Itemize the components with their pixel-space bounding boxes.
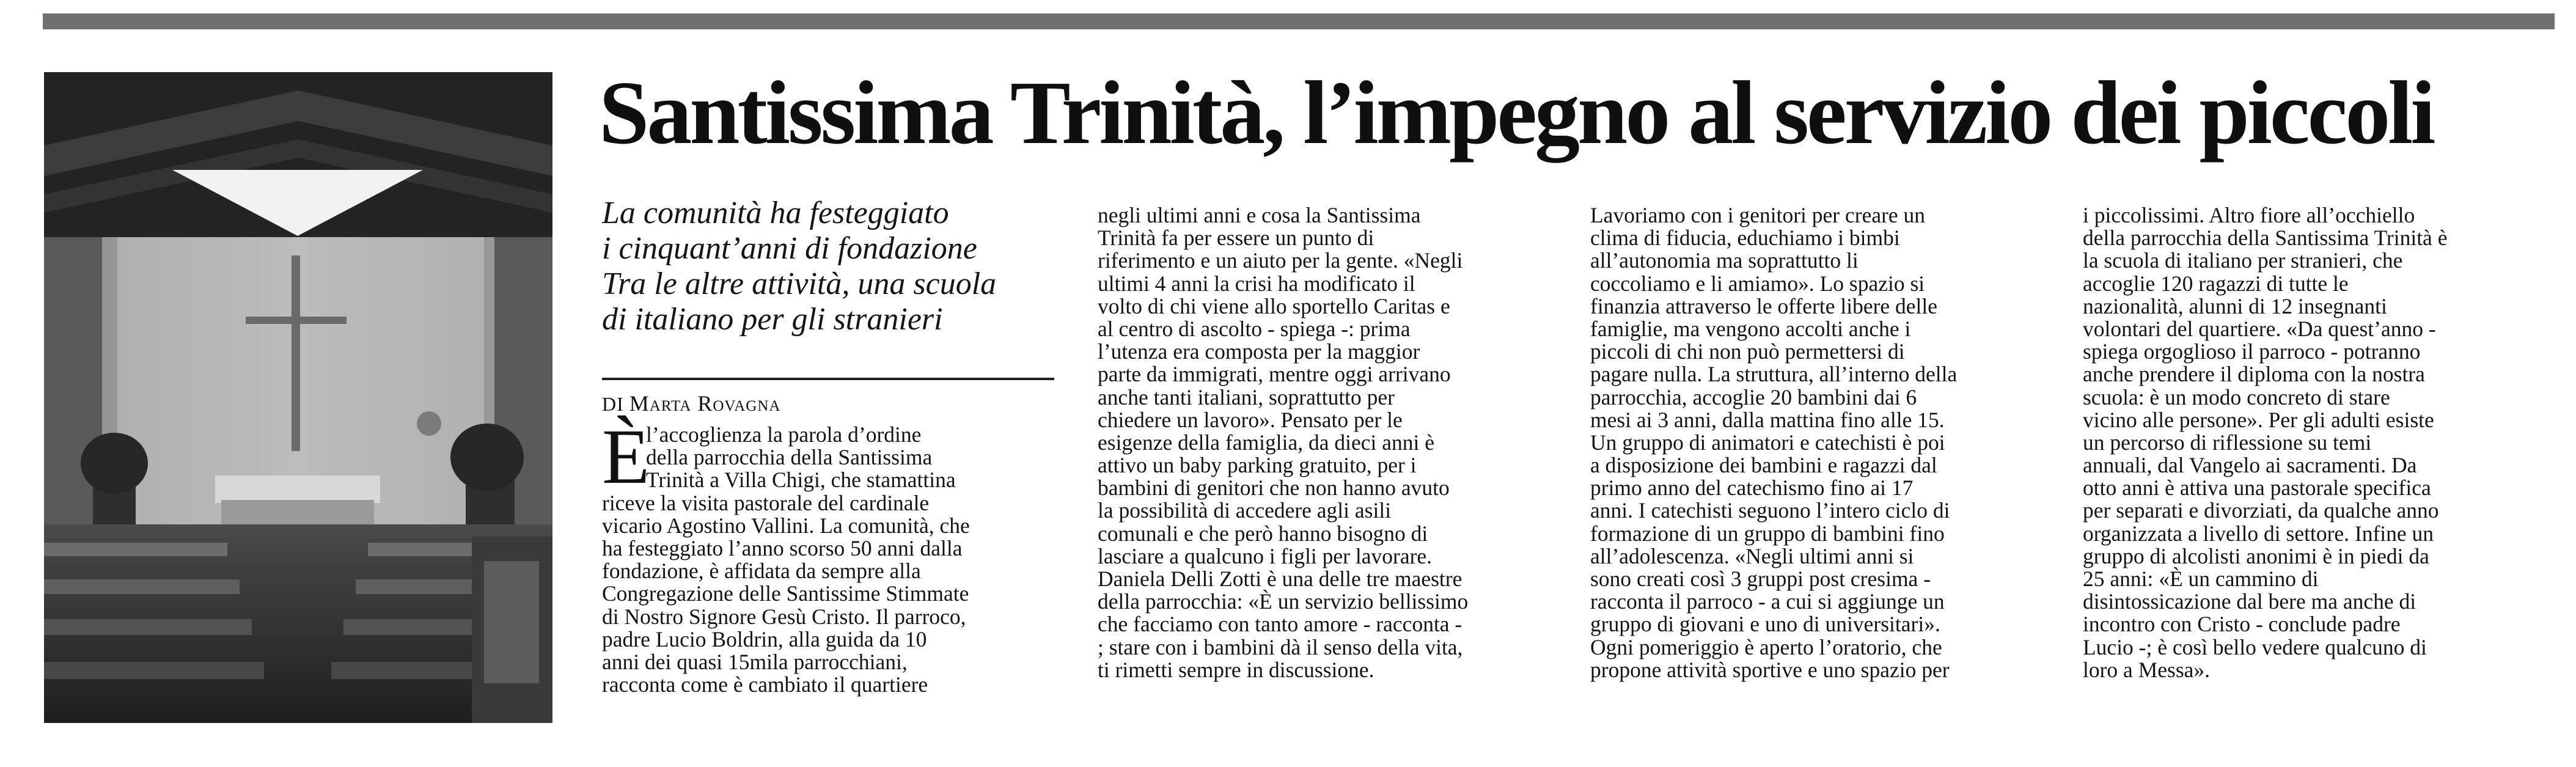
byline-prefix: DI xyxy=(602,393,624,415)
byline-author: Marta Rovagna xyxy=(629,391,781,416)
text-line: anche tanti italiani, soprattutto per xyxy=(1098,384,1395,409)
text-line: propone attività sportive e uno spazio per xyxy=(1590,657,1950,682)
text-line: coccoliamo e li amiamo». Lo spazio si xyxy=(1590,271,1925,296)
text-line: accoglie 120 ragazzi di tutte le xyxy=(2083,271,2349,296)
text-line: Congregazione delle Santissime Stimmate xyxy=(602,581,969,606)
article-column-4 xyxy=(2083,204,2547,681)
text-line: nazionalità, alunni di 12 insegnanti xyxy=(2083,293,2387,318)
text-line: primo anno del catechismo fino ai 17 xyxy=(1590,475,1914,501)
text-line: un percorso di riflessione su temi xyxy=(2083,430,2372,455)
text-line: vicario Agostino Vallini. La comunità, che xyxy=(602,513,970,538)
text-line: di Nostro Signore Gesù Cristo. Il parroco, xyxy=(602,604,966,629)
text-line: riferimento e un aiuto per la gente. «Negli xyxy=(1098,248,1463,273)
article-column-2 xyxy=(1098,204,1550,681)
text-line: della parrocchia della Santissima Trinità è xyxy=(2083,226,2448,251)
text-line: clima di fiducia, educhiamo i bimbi xyxy=(1590,226,1900,251)
text-line: negli ultimi anni e cosa la Santissima xyxy=(1098,203,1421,227)
text-line: finanzia attraverso le offerte libere delle xyxy=(1590,293,1938,318)
text-line: per separati e divorziati, da qualche anno xyxy=(2083,498,2439,523)
text-line: Trinità a Villa Chigi, che stamattina xyxy=(646,468,956,493)
text-line: Un gruppo di animatori e catechisti è poi xyxy=(1590,430,1945,455)
deck-line: La comunità ha festeggiato xyxy=(602,196,949,230)
text-line: all’adolescenza. «Negli ultimi anni si xyxy=(1590,543,1914,568)
church-interior-photo xyxy=(44,72,552,723)
text-line: all’autonomia ma soprattutto li xyxy=(1590,248,1859,273)
text-line: mesi ai 3 anni, dalla mattina fino alle 15. xyxy=(1590,407,1945,432)
text-line: volontari del quartiere. «Da quest’anno - xyxy=(2083,316,2436,341)
text-line: chiedere un lavoro». Pensato per le xyxy=(1098,407,1403,432)
text-line: vicino alle persone». Per gli adulti esiste xyxy=(2083,407,2434,432)
text-line: piccoli di chi non può permettersi di xyxy=(1590,339,1905,364)
article-column-1 xyxy=(602,424,1054,696)
text-line: racconta come è cambiato il quartiere xyxy=(602,672,928,697)
text-line: gruppo di alcolisti anonimi è in piedi da xyxy=(2083,543,2429,568)
text-line: annuali, dal Vangelo ai sacramenti. Da xyxy=(2083,453,2417,478)
text-line: ha festeggiato l’anno scorso 50 anni dalla xyxy=(602,535,963,560)
text-line: ultimi 4 anni la crisi ha modificato il xyxy=(1098,271,1415,296)
text-line: parte da immigrati, mentre oggi arrivano xyxy=(1098,362,1451,387)
text-line: al centro di ascolto - spiega -: prima xyxy=(1098,316,1411,341)
text-line: Ogni pomeriggio è aperto l’oratorio, che xyxy=(1590,634,1942,659)
text-line: che facciamo con tanto amore - racconta - xyxy=(1098,612,1462,637)
text-line: loro a Messa». xyxy=(2083,657,2211,682)
text-line: gruppo di giovani e uno di universitari». xyxy=(1590,612,1940,637)
byline-rule xyxy=(602,378,1054,380)
text-line: anni dei quasi 15mila parrocchiani, xyxy=(602,649,908,674)
text-line: attivo un baby parking gratuito, per i xyxy=(1098,453,1417,478)
text-line: pagare nulla. La struttura, all’interno della xyxy=(1590,362,1958,387)
text-line: scuola: è un modo concreto di stare xyxy=(2083,384,2390,409)
text-line: lasciare a qualcuno i figli per lavorare. xyxy=(1098,543,1433,568)
text-line: Lavoriamo con i genitori per creare un xyxy=(1590,203,1926,227)
text-line: l’accoglienza la parola d’ordine xyxy=(646,422,922,447)
headline: Santissima Trinità, l’impegno al servizio dei piccoli xyxy=(599,63,2434,163)
text-line: Trinità fa per essere un punto di xyxy=(1098,226,1374,251)
text-line: anche prendere il diploma con la nostra xyxy=(2083,362,2425,387)
text-line: otto anni è attiva una pastorale specifica xyxy=(2083,475,2431,501)
text-line: Daniela Delli Zotti è una delle tre maestre xyxy=(1098,567,1462,591)
text-line: padre Lucio Boldrin, alla guida da 10 xyxy=(602,626,927,651)
text-line: disintossicazione dal bere ma anche di xyxy=(2083,589,2416,614)
text-line: Lucio -; è così bello vedere qualcuno di xyxy=(2083,634,2427,659)
text-line: ti rimetti sempre in discussione. xyxy=(1098,657,1374,682)
text-line: i piccolissimi. Altro fiore all’occhiello xyxy=(2083,203,2415,227)
text-line: sono creati così 3 gruppi post cresima - xyxy=(1590,567,1931,591)
text-line: incontro con Cristo - conclude padre xyxy=(2083,612,2401,637)
text-line: volto di chi viene allo sportello Caritas e xyxy=(1098,293,1450,318)
text-line: bambini di genitori che non hanno avuto xyxy=(1098,475,1450,501)
text-line: riceve la visita pastorale del cardinale xyxy=(602,490,930,515)
text-line: 25 anni: «È un cammino di xyxy=(2083,567,2319,591)
text-line: fondazione, è affidata da sempre alla xyxy=(602,559,921,584)
drop-cap: È xyxy=(602,413,650,500)
text-line: formazione di un gruppo di bambini fino xyxy=(1590,521,1945,546)
text-line: racconta il parroco - a cui si aggiunge un xyxy=(1590,589,1945,614)
deck-line: i cinquant’anni di fondazione xyxy=(602,231,977,266)
text-line: esigenze della famiglia, da dieci anni è xyxy=(1098,430,1434,455)
text-line: anni. I catechisti seguono l’intero ciclo di xyxy=(1590,498,1950,523)
deck-line: di italiano per gli stranieri xyxy=(602,302,943,337)
deck-line: Tra le altre attività, una scuola xyxy=(602,266,997,301)
text-line: della parrocchia: «È un servizio bellissimo xyxy=(1098,589,1469,614)
text-line: della parrocchia della Santissima xyxy=(646,445,933,470)
deck xyxy=(602,196,1054,337)
text-line: parrocchia, accoglie 20 bambini dai 6 xyxy=(1590,384,1917,409)
top-rule xyxy=(43,13,2555,29)
text-line: a disposizione dei bambini e ragazzi dal xyxy=(1590,453,1937,478)
text-line: spiega orgoglioso il parroco - potranno xyxy=(2083,339,2421,364)
text-line: organizzata a livello di settore. Infine un xyxy=(2083,521,2434,546)
text-line: la scuola di italiano per stranieri, che xyxy=(2083,248,2403,273)
text-line: la possibilità di accedere agli asili xyxy=(1098,498,1392,523)
text-line: comunali e che però hanno bisogno di xyxy=(1098,521,1428,546)
byline xyxy=(602,391,780,416)
text-line: ; stare con i bambini dà il senso della vita, xyxy=(1098,634,1463,659)
article-column-3 xyxy=(1590,204,2042,681)
text-line: famiglie, ma vengono accolti anche i xyxy=(1590,316,1911,341)
text-line: l’utenza era composta per la maggior xyxy=(1098,339,1420,364)
